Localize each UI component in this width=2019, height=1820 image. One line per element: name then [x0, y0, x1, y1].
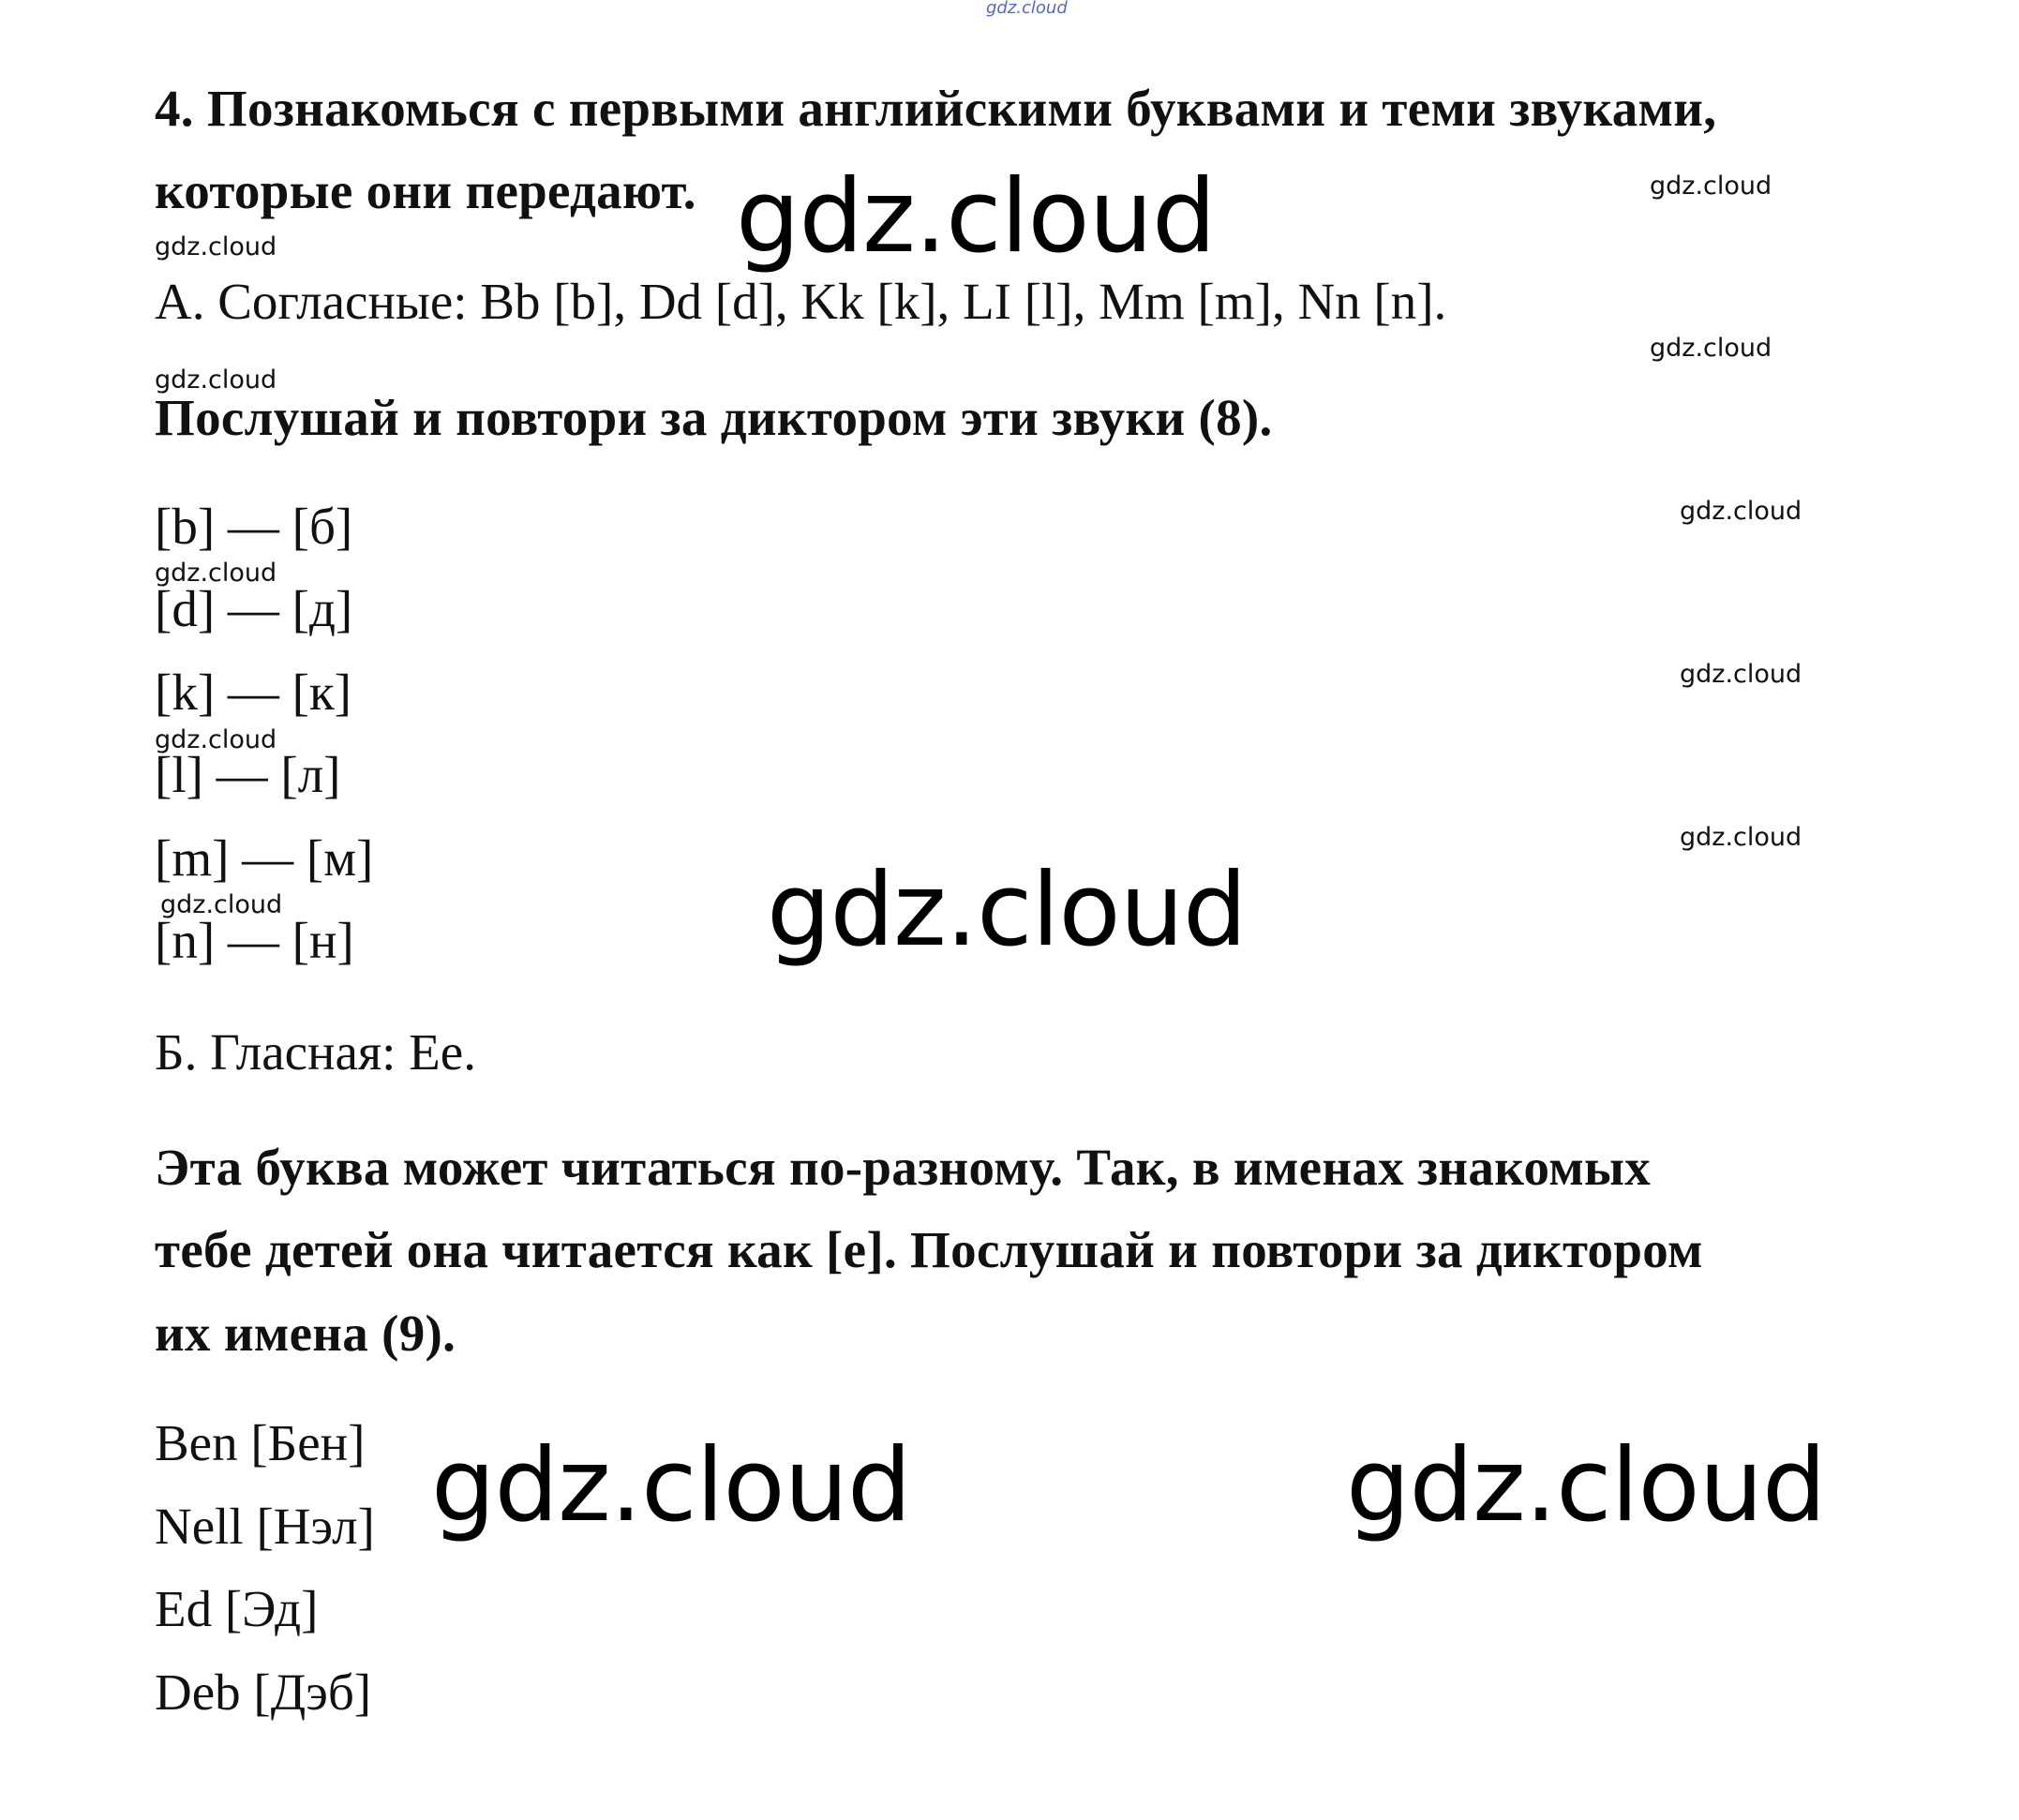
sound-pair-k: [k] — [к] — [155, 664, 351, 721]
watermark-large: gdz.cloud — [1346, 1427, 1826, 1544]
watermark-small: gdz.cloud — [1680, 497, 1802, 526]
watermark-small: gdz.cloud — [155, 725, 277, 754]
watermark-small: gdz.cloud — [1680, 823, 1802, 852]
vowel-paragraph-line-3: их имена (9). — [155, 1305, 456, 1362]
sound-pair-m: [m] — [м] — [155, 829, 374, 887]
vowel-intro: Б. Гласная: Ee. — [155, 1023, 476, 1081]
top-watermark: gdz.cloud — [986, 0, 1068, 18]
watermark-small: gdz.cloud — [155, 232, 277, 261]
sound-pair-d: [d] — [д] — [155, 580, 353, 637]
watermark-small: gdz.cloud — [1680, 660, 1802, 689]
sound-pair-l: [l] — [л] — [155, 746, 341, 803]
name-ed: Ed [Эд] — [155, 1580, 319, 1637]
watermark-large: gdz.cloud — [736, 158, 1216, 276]
watermark-small: gdz.cloud — [155, 365, 277, 395]
task-title-line-2: которые они передают. — [155, 162, 696, 219]
name-ben: Ben [Бен] — [155, 1414, 366, 1471]
vowel-paragraph-line-1: Эта буква может читаться по-разному. Так, в именах знакомых — [155, 1139, 1652, 1196]
watermark-small: gdz.cloud — [155, 559, 277, 588]
watermark-small: gdz.cloud — [1650, 172, 1772, 201]
watermark-small: gdz.cloud — [160, 890, 283, 919]
watermark-small: gdz.cloud — [1650, 334, 1772, 363]
consonants-intro: А. Согласные: Bb [b], Dd [d], Kk [k], LI [l], Mm [m], Nn [n]. — [155, 273, 1447, 330]
watermark-large: gdz.cloud — [431, 1427, 911, 1544]
sound-pair-n: [n] — [н] — [155, 912, 354, 969]
consonants-instruction: Послушай и повтори за диктором эти звуки (8). — [155, 389, 1273, 446]
task-title-line-1: 4. Познакомься с первыми английскими буквами и теми звуками, — [155, 80, 1717, 137]
watermark-large: gdz.cloud — [767, 852, 1247, 969]
vowel-paragraph-line-2: тебе детей она читается как [e]. Послушай и повтори за диктором — [155, 1221, 1703, 1278]
name-deb: Deb [Дэб] — [155, 1663, 372, 1721]
sound-pair-b: [b] — [б] — [155, 498, 353, 555]
name-nell: Nell [Нэл] — [155, 1498, 375, 1555]
